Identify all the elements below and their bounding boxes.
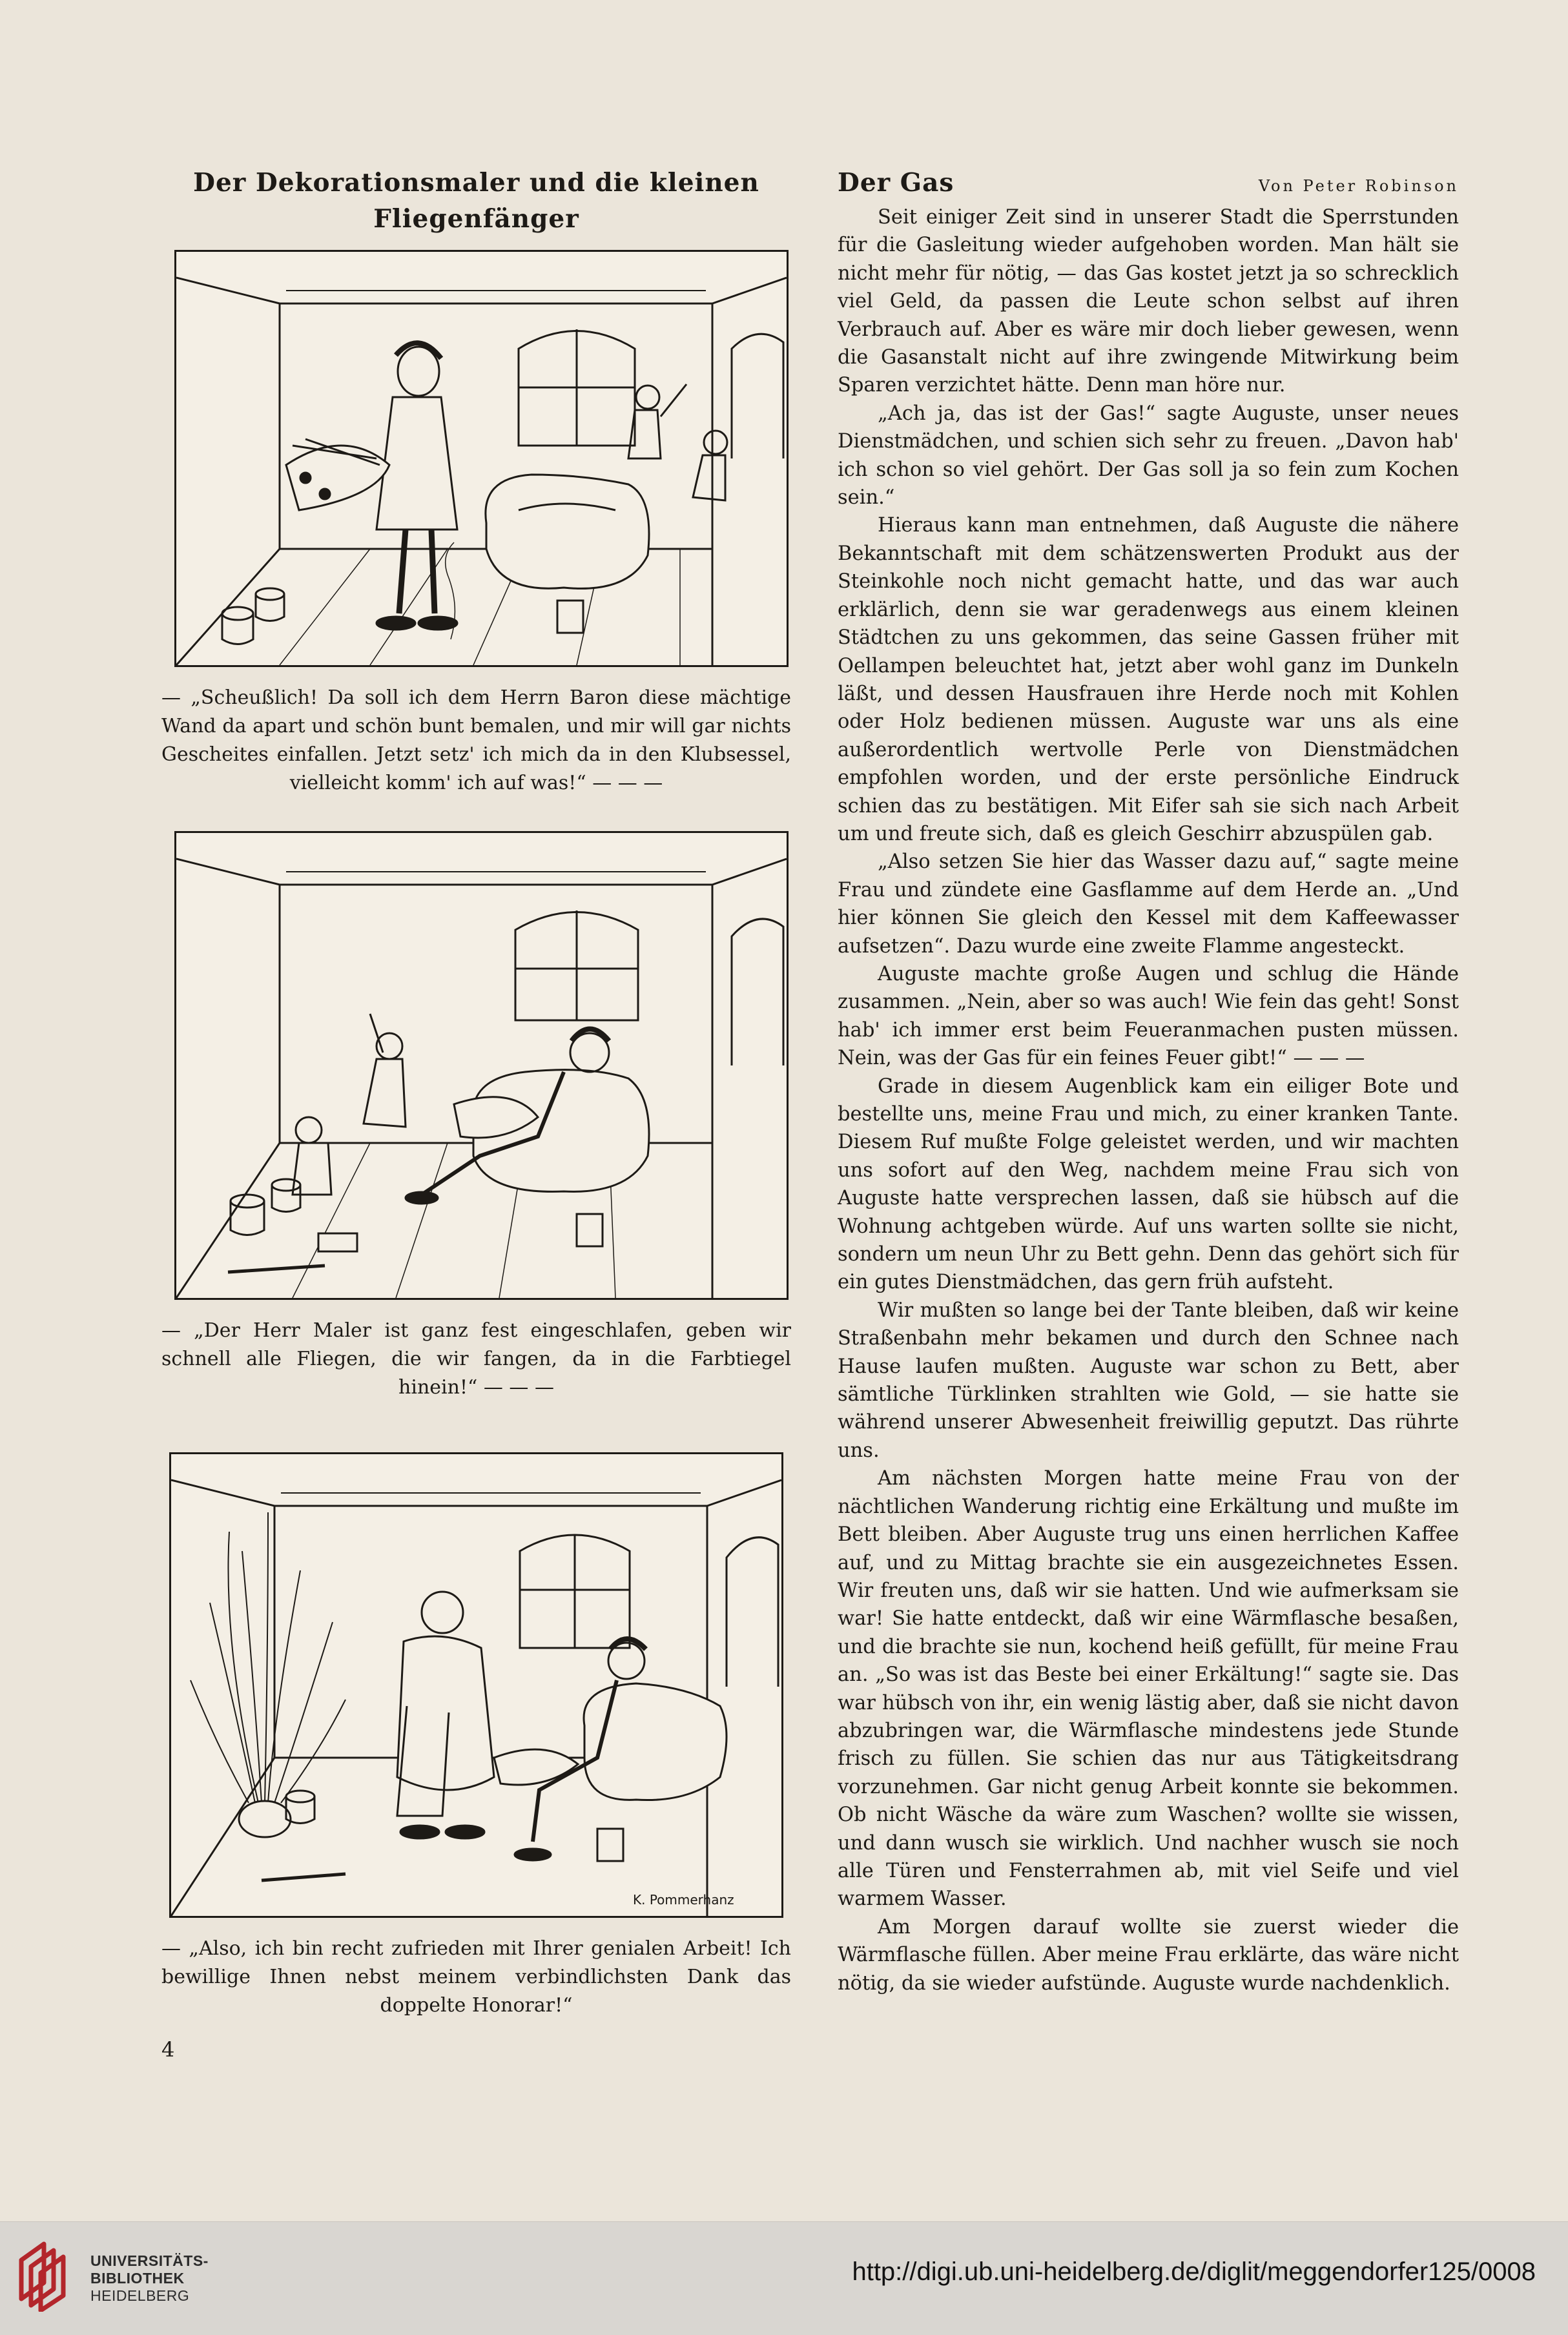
cartoon-panel-1	[174, 250, 789, 667]
caption-panel-1: — „Scheußlich! Da soll ich dem Herrn Baron diese mächtige Wand da apart und schön bunt bemalen, und mir will gar nichts Gescheites einfallen. Jetzt setz' ich mich da in den Klubsessel, vielleicht komm' ich auf was!“ — — —	[161, 686, 791, 794]
caption-panel-2: — „Der Herr Maler ist ganz fest eingeschlafen, geben wir schnell alle Fliegen, die wir fangen, da in die Farbtiegel hinein!“ — — —	[161, 1319, 791, 1399]
story-paragraph: Seit einiger Zeit sind in unserer Stadt die Sperrstunden für die Gasleitung wieder aufgehoben worden. Man hält sie nicht mehr für nötig, — das Gas kostet jetzt ja so schrecklich viel Geld, da passen die Leute schon selbst auf ihren Verbrauch auf. Aber es wäre mir doch lieber gewesen, wenn die Gasanstalt nicht auf ihre zwingende Mitwirkung beim Sparen verzichtet hätte. Denn man höre nur.	[838, 206, 1459, 397]
institution-line-1: UNIVERSITÄTS-	[90, 2252, 209, 2269]
institution-line-2: BIBLIOTHEK	[90, 2270, 185, 2287]
story-header	[838, 165, 1459, 201]
story-paragraph: Wir mußten so lange bei der Tante bleiben, daß wir keine Straßenbahn mehr bekamen und durch den Schnee nach Hause laufen mußten. Auguste war schon zu Bett, aber sämtliche Türklinken strahlten wie Gold, — sie hatte sie während unserer Abwesenheit freiwillig geputzt. Das rührte uns.	[838, 1299, 1459, 1462]
story-paragraph: „Ach ja, das ist der Gas!“ sagte Auguste, unser neues Dienstmädchen, und schien sich sehr zu freuen. „Davon hab' ich schon so viel gehört. Der Gas soll ja so fein zum Kochen sein.“	[838, 402, 1459, 509]
cartoon-panel-2	[174, 831, 789, 1300]
story-paragraph: „Also setzen Sie hier das Wasser dazu auf,“ sagte meine Frau und zündete eine Gasflamme auf dem Herde an. „Und hier können Sie gleich den Kessel mit dem Kaffeewasser aufsetzen“. Dazu wurde eine zweite Flamme angesteckt.	[838, 850, 1459, 958]
institution-line-3: HEIDELBERG	[90, 2287, 190, 2304]
cartoon-title-line1: Der Dekorationsmaler und die kleinen	[193, 168, 759, 198]
cartoon-title-line2: Fliegenfänger	[373, 204, 579, 234]
story-paragraph: Auguste machte große Augen und schlug die Hände zusammen. „Nein, aber so was auch! Wie fein das geht! Sonst hab' ich immer erst beim Feueranmachen pusten müssen. Nein, was der Gas für ein feines Feuer gibt!“ — — —	[838, 962, 1459, 1070]
story-paragraph: Am Morgen darauf wollte sie zuerst wieder die Wärmflasche füllen. Aber meine Frau erklärte, das wäre nicht nötig, da sie wieder aufstünde. Auguste wurde nachdenklich.	[838, 1915, 1459, 1995]
story-body	[838, 203, 1459, 1997]
library-logo-icon[interactable]	[12, 2234, 83, 2312]
story-column	[838, 165, 1459, 1997]
caption-panel-3: — „Also, ich bin recht zufrieden mit Ihrer genialen Arbeit! Ich bewillige Ihnen nebst meinem verbindlichsten Dank das doppelte Honorar!“	[161, 1937, 791, 2017]
panel-2-illustration	[176, 833, 787, 1298]
story-paragraph: Grade in diesem Augenblick kam ein eiliger Bote und bestellte uns, meine Frau und mich, zu einer kranken Tante. Diesem Ruf mußte Folge geleistet werden, und wir machten uns sofort auf den Weg, nachdem meine Frau sich von Auguste hatte versprechen lassen, daß sie hübsch auf die Wohnung achtgeben würde. Auf uns warten sollte sie nicht, sondern um neun Uhr zu Bett gehn. Denn das gehört sich für ein gutes Dienstmädchen, das gern früh aufsteht.	[838, 1075, 1459, 1294]
cartoon-column	[161, 165, 791, 2020]
story-paragraph: Am nächsten Morgen hatte meine Frau von der nächtlichen Wanderung richtig eine Erkältung und mußte im Bett bleiben. Aber Auguste trug uns einen herrlichen Kaffee auf, und zu Mittag brachte sie ein ausgezeichnetes Essen. Wir freuten uns, daß wir sie hatten. Und wie aufmerksam sie war! Sie hatte entdeckt, daß wir eine Wärmflasche besaßen, und die brachte sie nun, kochend heiß gefüllt, für meine Frau an. „So was ist das Beste bei einer Erkältung!“ sagte sie. Das war hübsch von ihr, ein wenig lästig aber, daß sie nicht davon abzubringen war, die Wärmflasche mindestens jede Stunde frisch zu füllen. Sie schien das nur aus Tätigkeitsdrang vorzunehmen. Gar nicht genug Arbeit konnte sie bekommen. Ob nicht Wäsche da wäre zum Waschen? wollte sie wissen, und dann wusch sie wirklich. Und nachher wusch sie noch alle Türen und Fensterrahmen ab, mit viel Seife und viel warmem Wasser.	[838, 1467, 1459, 1911]
panel-1-illustration	[176, 252, 787, 665]
cartoon-panel-3	[169, 1452, 783, 1918]
cartoon-title	[161, 165, 791, 237]
institution-name	[90, 2252, 209, 2305]
page-number: 4	[161, 2037, 175, 2062]
story-title: Der Gas	[838, 168, 954, 198]
story-paragraph: Hieraus kann man entnehmen, daß Auguste die nähere Bekanntschaft mit dem schätzenswerten Produkt aus der Steinkohle noch nicht gemacht hatte, und das war auch erklärlich, denn sie war geradenwegs aus einem kleinen Städtchen zu uns gekommen, das seine Gassen früher mit Oellampen beleuchtet hat, jetzt aber wohl ganz im Dunkeln läßt, und dessen Hausfrauen ihre Herde noch mit Kohlen oder Holz bedienen müssen. Auguste war uns als eine außerordentlich wertvolle Perle von Dienstmädchen empfohlen worden, und der erste persönliche Eindruck schien das zu bestätigen. Mit Eifer sah sie sich nach Arbeit um und freute sich, daß es gleich Geschirr abzuspülen gab.	[838, 514, 1459, 845]
artist-signature: K. Pommerhanz	[633, 1892, 734, 1908]
story-author: Von Peter Robinson	[1258, 177, 1459, 195]
panel-3-illustration	[171, 1454, 781, 1916]
permalink-url[interactable]: http://digi.ub.uni-heidelberg.de/diglit/meggendorfer125/0008	[852, 2258, 1536, 2286]
